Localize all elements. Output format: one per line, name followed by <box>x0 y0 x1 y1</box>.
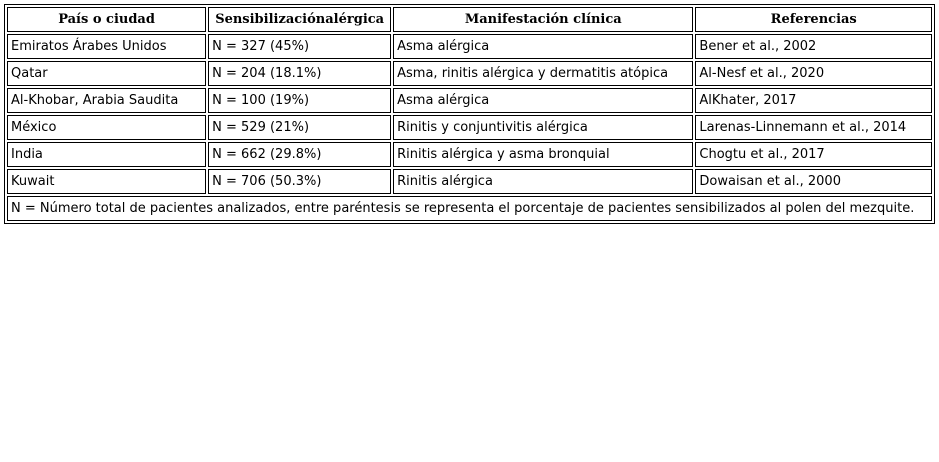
table-row <box>7 88 932 113</box>
cell-country: Qatar <box>7 61 206 86</box>
cell-sensitization: N = 706 (50.3%) <box>208 169 391 194</box>
table-footnote: N = Número total de pacientes analizados, entre paréntesis se representa el porcentaje de pacientes sensibilizados al polen del mezquite. <box>7 196 932 221</box>
cell-clinical-manifestation: Asma alérgica <box>393 34 693 59</box>
table-footnote-row <box>7 196 932 221</box>
cell-sensitization: N = 204 (18.1%) <box>208 61 391 86</box>
cell-country: México <box>7 115 206 140</box>
table-container <box>4 4 935 224</box>
cell-reference: AlKhater, 2017 <box>695 88 932 113</box>
table-row <box>7 169 932 194</box>
cell-clinical-manifestation: Rinitis alérgica <box>393 169 693 194</box>
header-sensitization: Sensibilizaciónalérgica <box>208 7 391 32</box>
table-row <box>7 115 932 140</box>
header-clinical-manifestation: Manifestación clínica <box>393 7 693 32</box>
allergy-sensitization-table <box>4 4 935 224</box>
cell-country: Emiratos Árabes Unidos <box>7 34 206 59</box>
cell-country: Kuwait <box>7 169 206 194</box>
cell-sensitization: N = 662 (29.8%) <box>208 142 391 167</box>
cell-sensitization: N = 100 (19%) <box>208 88 391 113</box>
cell-clinical-manifestation: Asma, rinitis alérgica y dermatitis atópica <box>393 61 693 86</box>
cell-reference: Al-Nesf et al., 2020 <box>695 61 932 86</box>
cell-clinical-manifestation: Rinitis y conjuntivitis alérgica <box>393 115 693 140</box>
cell-reference: Bener et al., 2002 <box>695 34 932 59</box>
table-row <box>7 61 932 86</box>
cell-reference: Larenas-Linnemann et al., 2014 <box>695 115 932 140</box>
cell-country: India <box>7 142 206 167</box>
cell-country: Al-Khobar, Arabia Saudita <box>7 88 206 113</box>
header-country: País o ciudad <box>7 7 206 32</box>
table-header-row <box>7 7 932 32</box>
table-row <box>7 34 932 59</box>
cell-reference: Dowaisan et al., 2000 <box>695 169 932 194</box>
cell-clinical-manifestation: Rinitis alérgica y asma bronquial <box>393 142 693 167</box>
table-row <box>7 142 932 167</box>
cell-sensitization: N = 529 (21%) <box>208 115 391 140</box>
header-references: Referencias <box>695 7 932 32</box>
cell-reference: Chogtu et al., 2017 <box>695 142 932 167</box>
cell-clinical-manifestation: Asma alérgica <box>393 88 693 113</box>
cell-sensitization: N = 327 (45%) <box>208 34 391 59</box>
